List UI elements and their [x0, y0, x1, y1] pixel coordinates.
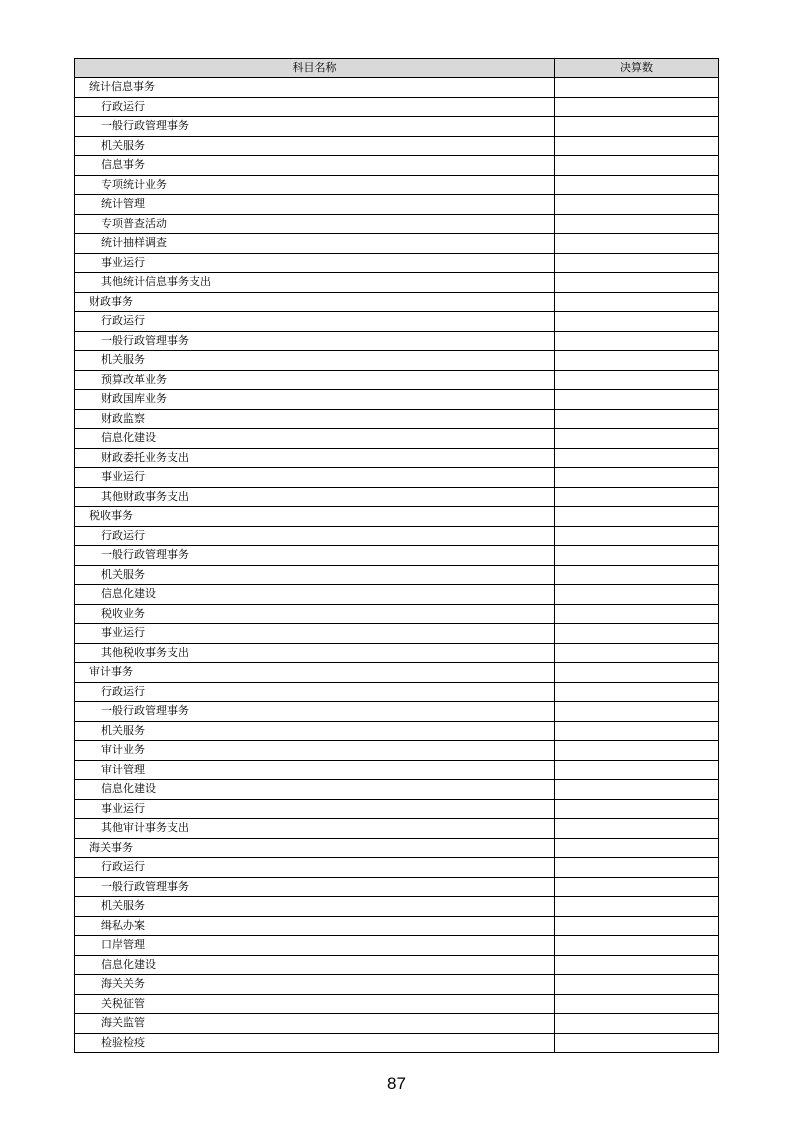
table-row: [75, 117, 719, 137]
subject-name-cell: 海关监管: [75, 1014, 555, 1034]
final-amount-cell: [555, 897, 719, 917]
subject-name-cell: 行政运行: [75, 97, 555, 117]
final-amount-cell: [555, 955, 719, 975]
table-row: [75, 409, 719, 429]
table-row: [75, 838, 719, 858]
table-row: [75, 78, 719, 98]
table-row: [75, 643, 719, 663]
subject-name-cell: 统计管理: [75, 195, 555, 215]
header-final-amount: 决算数: [555, 59, 719, 78]
table-row: [75, 468, 719, 488]
table-row: [75, 97, 719, 117]
subject-name-cell: 机关服务: [75, 136, 555, 156]
subject-name-cell: 一般行政管理事务: [75, 117, 555, 137]
subject-name-cell: 财政国库业务: [75, 390, 555, 410]
table-row: [75, 702, 719, 722]
final-amount-cell: [555, 643, 719, 663]
table-row: [75, 546, 719, 566]
final-amount-cell: [555, 253, 719, 273]
table-row: [75, 507, 719, 527]
final-amount-cell: [555, 604, 719, 624]
table-row: [75, 351, 719, 371]
table-row: [75, 175, 719, 195]
final-amount-cell: [555, 624, 719, 644]
final-amount-cell: [555, 838, 719, 858]
subject-name-cell: 统计信息事务: [75, 78, 555, 98]
final-amount-cell: [555, 156, 719, 176]
final-amount-cell: [555, 721, 719, 741]
header-subject-name: 科目名称: [75, 59, 555, 78]
subject-name-cell: 信息化建设: [75, 585, 555, 605]
table-row: [75, 565, 719, 585]
subject-name-cell: 事业运行: [75, 468, 555, 488]
final-amount-cell: [555, 312, 719, 332]
subject-name-cell: 一般行政管理事务: [75, 546, 555, 566]
subject-name-cell: 缉私办案: [75, 916, 555, 936]
final-amount-cell: [555, 273, 719, 293]
subject-name-cell: 其他审计事务支出: [75, 819, 555, 839]
subject-name-cell: 机关服务: [75, 897, 555, 917]
table-row: [75, 273, 719, 293]
table-row: [75, 312, 719, 332]
final-amount-cell: [555, 448, 719, 468]
final-amount-cell: [555, 526, 719, 546]
final-amount-cell: [555, 390, 719, 410]
final-amount-cell: [555, 819, 719, 839]
table-row: [75, 253, 719, 273]
final-amount-cell: [555, 234, 719, 254]
final-amount-cell: [555, 117, 719, 137]
final-amount-cell: [555, 916, 719, 936]
final-amount-cell: [555, 858, 719, 878]
table-row: [75, 780, 719, 800]
final-amount-cell: [555, 682, 719, 702]
final-amount-cell: [555, 292, 719, 312]
final-amount-cell: [555, 351, 719, 371]
table-row: [75, 994, 719, 1014]
subject-name-cell: 一般行政管理事务: [75, 331, 555, 351]
subject-name-cell: 检验检疫: [75, 1033, 555, 1053]
table-row: [75, 370, 719, 390]
subject-name-cell: 审计事务: [75, 663, 555, 683]
table-row: [75, 721, 719, 741]
subject-name-cell: 其他税收事务支出: [75, 643, 555, 663]
final-amount-cell: [555, 136, 719, 156]
final-amount-cell: [555, 975, 719, 995]
final-amount-cell: [555, 78, 719, 98]
subject-name-cell: 信息化建设: [75, 955, 555, 975]
final-amount-cell: [555, 175, 719, 195]
subject-name-cell: 行政运行: [75, 682, 555, 702]
table-row: [75, 819, 719, 839]
table-row: [75, 877, 719, 897]
subject-name-cell: 其他财政事务支出: [75, 487, 555, 507]
budget-table: [74, 58, 719, 1053]
table-row: [75, 663, 719, 683]
table-row: [75, 975, 719, 995]
final-amount-cell: [555, 1014, 719, 1034]
subject-name-cell: 行政运行: [75, 312, 555, 332]
final-amount-cell: [555, 409, 719, 429]
subject-name-cell: 一般行政管理事务: [75, 702, 555, 722]
table-row: [75, 916, 719, 936]
final-amount-cell: [555, 370, 719, 390]
final-amount-cell: [555, 936, 719, 956]
final-amount-cell: [555, 195, 719, 215]
final-amount-cell: [555, 799, 719, 819]
final-amount-cell: [555, 877, 719, 897]
final-amount-cell: [555, 663, 719, 683]
final-amount-cell: [555, 702, 719, 722]
table-row: [75, 604, 719, 624]
table-row: [75, 1014, 719, 1034]
subject-name-cell: 财政监察: [75, 409, 555, 429]
subject-name-cell: 税收业务: [75, 604, 555, 624]
table-row: [75, 214, 719, 234]
subject-name-cell: 关税征管: [75, 994, 555, 1014]
final-amount-cell: [555, 1033, 719, 1053]
final-amount-cell: [555, 760, 719, 780]
final-amount-cell: [555, 507, 719, 527]
table-row: [75, 936, 719, 956]
table-row: [75, 799, 719, 819]
table-row: [75, 195, 719, 215]
table-row: [75, 858, 719, 878]
table-row: [75, 955, 719, 975]
final-amount-cell: [555, 994, 719, 1014]
subject-name-cell: 专项统计业务: [75, 175, 555, 195]
subject-name-cell: 行政运行: [75, 858, 555, 878]
subject-name-cell: 审计业务: [75, 741, 555, 761]
subject-name-cell: 海关事务: [75, 838, 555, 858]
table-row: [75, 429, 719, 449]
subject-name-cell: 信息化建设: [75, 429, 555, 449]
table-row: [75, 234, 719, 254]
table-row: [75, 624, 719, 644]
subject-name-cell: 财政委托业务支出: [75, 448, 555, 468]
table-row: [75, 156, 719, 176]
table-row: [75, 760, 719, 780]
table-row: [75, 331, 719, 351]
subject-name-cell: 口岸管理: [75, 936, 555, 956]
subject-name-cell: 事业运行: [75, 624, 555, 644]
final-amount-cell: [555, 468, 719, 488]
subject-name-cell: 预算改革业务: [75, 370, 555, 390]
subject-name-cell: 专项普查活动: [75, 214, 555, 234]
final-amount-cell: [555, 487, 719, 507]
table-row: [75, 448, 719, 468]
final-amount-cell: [555, 780, 719, 800]
table-row: [75, 526, 719, 546]
table-header-row: [75, 59, 719, 78]
final-amount-cell: [555, 741, 719, 761]
table-row: [75, 292, 719, 312]
table-row: [75, 741, 719, 761]
subject-name-cell: 信息事务: [75, 156, 555, 176]
table-body: [75, 78, 719, 1053]
table-row: [75, 487, 719, 507]
final-amount-cell: [555, 585, 719, 605]
final-amount-cell: [555, 546, 719, 566]
table-row: [75, 682, 719, 702]
final-amount-cell: [555, 429, 719, 449]
final-amount-cell: [555, 331, 719, 351]
subject-name-cell: 机关服务: [75, 565, 555, 585]
subject-name-cell: 其他统计信息事务支出: [75, 273, 555, 293]
subject-name-cell: 税收事务: [75, 507, 555, 527]
subject-name-cell: 事业运行: [75, 253, 555, 273]
final-amount-cell: [555, 565, 719, 585]
subject-name-cell: 一般行政管理事务: [75, 877, 555, 897]
table-row: [75, 136, 719, 156]
table-row: [75, 390, 719, 410]
subject-name-cell: 财政事务: [75, 292, 555, 312]
final-amount-cell: [555, 97, 719, 117]
subject-name-cell: 行政运行: [75, 526, 555, 546]
subject-name-cell: 审计管理: [75, 760, 555, 780]
subject-name-cell: 信息化建设: [75, 780, 555, 800]
table-row: [75, 585, 719, 605]
subject-name-cell: 统计抽样调查: [75, 234, 555, 254]
table-row: [75, 1033, 719, 1053]
subject-name-cell: 海关关务: [75, 975, 555, 995]
subject-name-cell: 机关服务: [75, 351, 555, 371]
subject-name-cell: 事业运行: [75, 799, 555, 819]
page-number: 87: [387, 1074, 406, 1093]
table-row: [75, 897, 719, 917]
subject-name-cell: 机关服务: [75, 721, 555, 741]
final-amount-cell: [555, 214, 719, 234]
